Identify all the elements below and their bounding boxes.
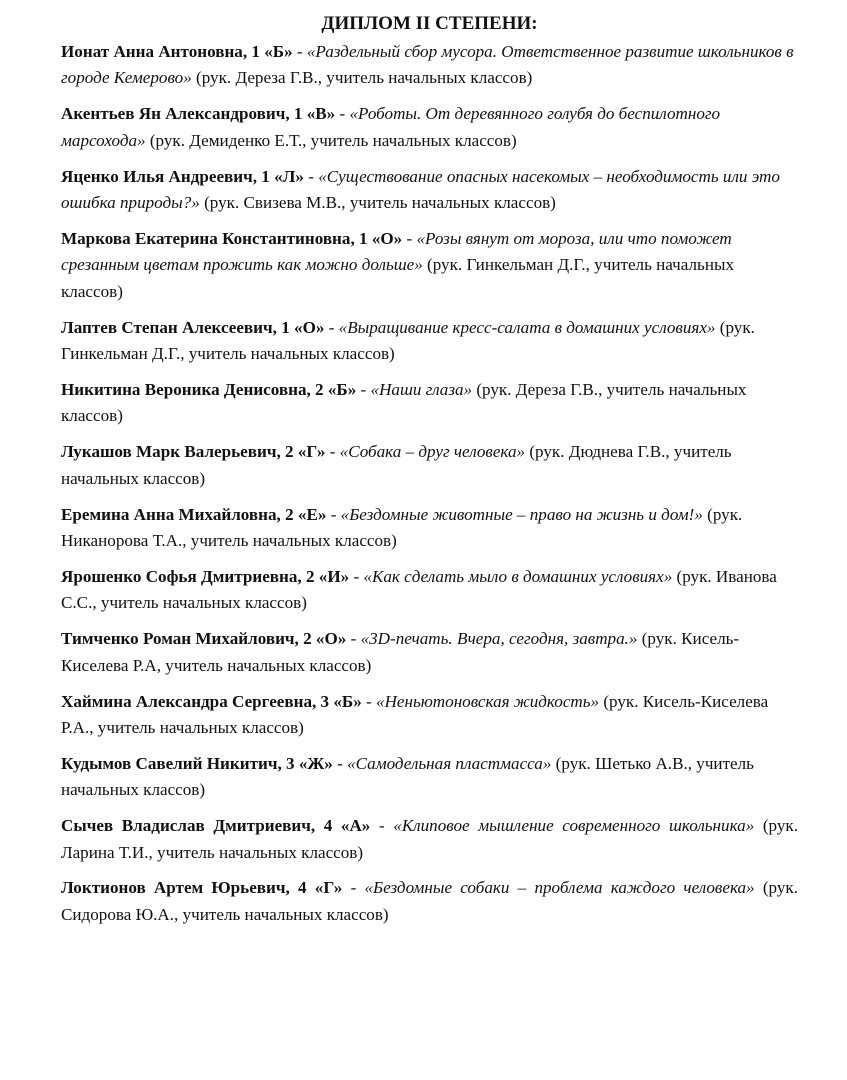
diploma-entry bbox=[61, 502, 798, 555]
project-topic: «Существование опасных насекомых – необходимость или это ошибка природы?» bbox=[61, 166, 780, 213]
student-name: Сычев Владислав Дмитриевич, 4 «А» bbox=[61, 816, 371, 836]
supervisor-info: (рук. Демиденко Е.Т., учитель начальных классов) bbox=[145, 130, 517, 150]
separator: - bbox=[335, 104, 350, 124]
diploma-entry bbox=[61, 377, 798, 430]
diploma-entry bbox=[61, 439, 798, 492]
separator: - bbox=[292, 42, 307, 61]
project-topic: «Наши глаза» bbox=[370, 379, 473, 399]
supervisor-info: (рук. Дереза Г.В., учитель начальных классов) bbox=[61, 379, 747, 426]
project-topic: «Самодельная пластмасса» bbox=[347, 753, 552, 773]
supervisor-info: (рук. Дюднева Г.В., учитель начальных классов) bbox=[61, 442, 732, 488]
diploma-entry bbox=[61, 564, 798, 617]
separator: - bbox=[325, 442, 340, 462]
diploma-entry bbox=[61, 751, 798, 804]
separator: - bbox=[356, 379, 371, 399]
student-name: Яценко Илья Андреевич, 1 «Л» bbox=[61, 166, 304, 186]
diploma-entry bbox=[61, 875, 798, 928]
separator: - bbox=[349, 566, 364, 586]
student-name: Тимченко Роман Михайлович, 2 «О» bbox=[61, 629, 347, 649]
project-topic: «Клиповое мышление современного школьника» bbox=[393, 816, 755, 836]
diploma-entry bbox=[61, 315, 798, 368]
separator: - bbox=[342, 878, 365, 898]
student-name: Маркова Екатерина Константиновна, 1 «О» bbox=[61, 228, 403, 248]
supervisor-info: (рук. Иванова С.С., учитель начальных классов) bbox=[61, 566, 777, 613]
student-name: Еремина Анна Михайловна, 2 «Е» bbox=[61, 504, 327, 524]
diploma-entry bbox=[61, 626, 798, 679]
diploma-entry bbox=[61, 226, 798, 305]
project-topic: «Бездомные животные – право на жизнь и дом!» bbox=[340, 504, 703, 524]
supervisor-info: (рук. Никанорова Т.А., учитель начальных классов) bbox=[61, 504, 743, 550]
project-topic: «Неньютоновская жидкость» bbox=[376, 691, 600, 711]
diploma-entry bbox=[61, 39, 798, 92]
separator: - bbox=[332, 753, 348, 773]
supervisor-info: (рук. Сидорова Ю.А., учитель начальных классов) bbox=[61, 878, 798, 924]
diploma-entry bbox=[61, 164, 798, 217]
supervisor-info: (рук. Дереза Г.В., учитель начальных классов) bbox=[191, 68, 533, 88]
page-title: ДИПЛОМ II СТЕПЕНИ: bbox=[321, 13, 538, 34]
supervisor-info: (рук. Гинкельман Д.Г., учитель начальных классов) bbox=[61, 317, 755, 364]
student-name: Ионат Анна Антоновна, 1 «Б» bbox=[61, 42, 293, 61]
supervisor-info: (рук. Шетько А.В., учитель начальных классов) bbox=[61, 753, 754, 800]
diploma-entry bbox=[61, 101, 798, 154]
student-name: Локтионов Артем Юрьевич, 4 «Г» bbox=[61, 878, 343, 898]
student-name: Кудымов Савелий Никитич, 3 «Ж» bbox=[61, 753, 333, 773]
student-name: Лукашов Марк Валерьевич, 2 «Г» bbox=[61, 442, 326, 462]
diploma-entry bbox=[61, 813, 798, 866]
supervisor-info: (рук. Кисель-Киселева Р.А., учитель начальных классов) bbox=[61, 691, 769, 737]
supervisor-info: (рук. Свизева М.В., учитель начальных классов) bbox=[199, 193, 556, 213]
project-topic: «Как сделать мыло в домашних условиях» bbox=[363, 566, 673, 586]
separator: - bbox=[326, 504, 341, 524]
project-topic: «3D-печать. Вчера, сегодня, завтра.» bbox=[360, 629, 638, 649]
separator: - bbox=[370, 816, 394, 836]
supervisor-info: (рук. Кисель-Киселева Р.А, учитель начальных классов) bbox=[61, 629, 740, 675]
separator: - bbox=[402, 228, 417, 248]
project-topic: «Бездомные собаки – проблема каждого человека» bbox=[364, 878, 755, 898]
project-topic: «Розы вянут от мороза, или что поможет срезанным цветам прожить как можно дольше» bbox=[61, 228, 732, 275]
project-topic: «Роботы. От деревянного голубя до беспилотного марсохода» bbox=[61, 104, 721, 150]
student-name: Лаптев Степан Алексеевич, 1 «О» bbox=[61, 317, 325, 337]
separator: - bbox=[361, 691, 377, 711]
project-topic: «Собака – друг человека» bbox=[339, 442, 526, 462]
separator: - bbox=[303, 166, 319, 186]
student-name: Ярошенко Софья Дмитриевна, 2 «И» bbox=[61, 566, 350, 586]
separator: - bbox=[324, 317, 339, 337]
supervisor-info: (рук. Ларина Т.И., учитель начальных классов) bbox=[61, 816, 798, 862]
diploma-entry bbox=[61, 689, 798, 742]
project-topic: «Раздельный сбор мусора. Ответственное развитие школьников в городе Кемерово» bbox=[61, 42, 794, 88]
student-name: Акентьев Ян Александрович, 1 «В» bbox=[61, 104, 336, 124]
supervisor-info: (рук. Гинкельман Д.Г., учитель начальных классов) bbox=[61, 255, 735, 301]
separator: - bbox=[346, 629, 361, 649]
student-name: Хаймина Александра Сергеевна, 3 «Б» bbox=[61, 691, 362, 711]
document-page bbox=[61, 10, 798, 938]
student-name: Никитина Вероника Денисовна, 2 «Б» bbox=[61, 379, 357, 399]
project-topic: «Выращивание кресс-салата в домашних условиях» bbox=[338, 317, 716, 337]
